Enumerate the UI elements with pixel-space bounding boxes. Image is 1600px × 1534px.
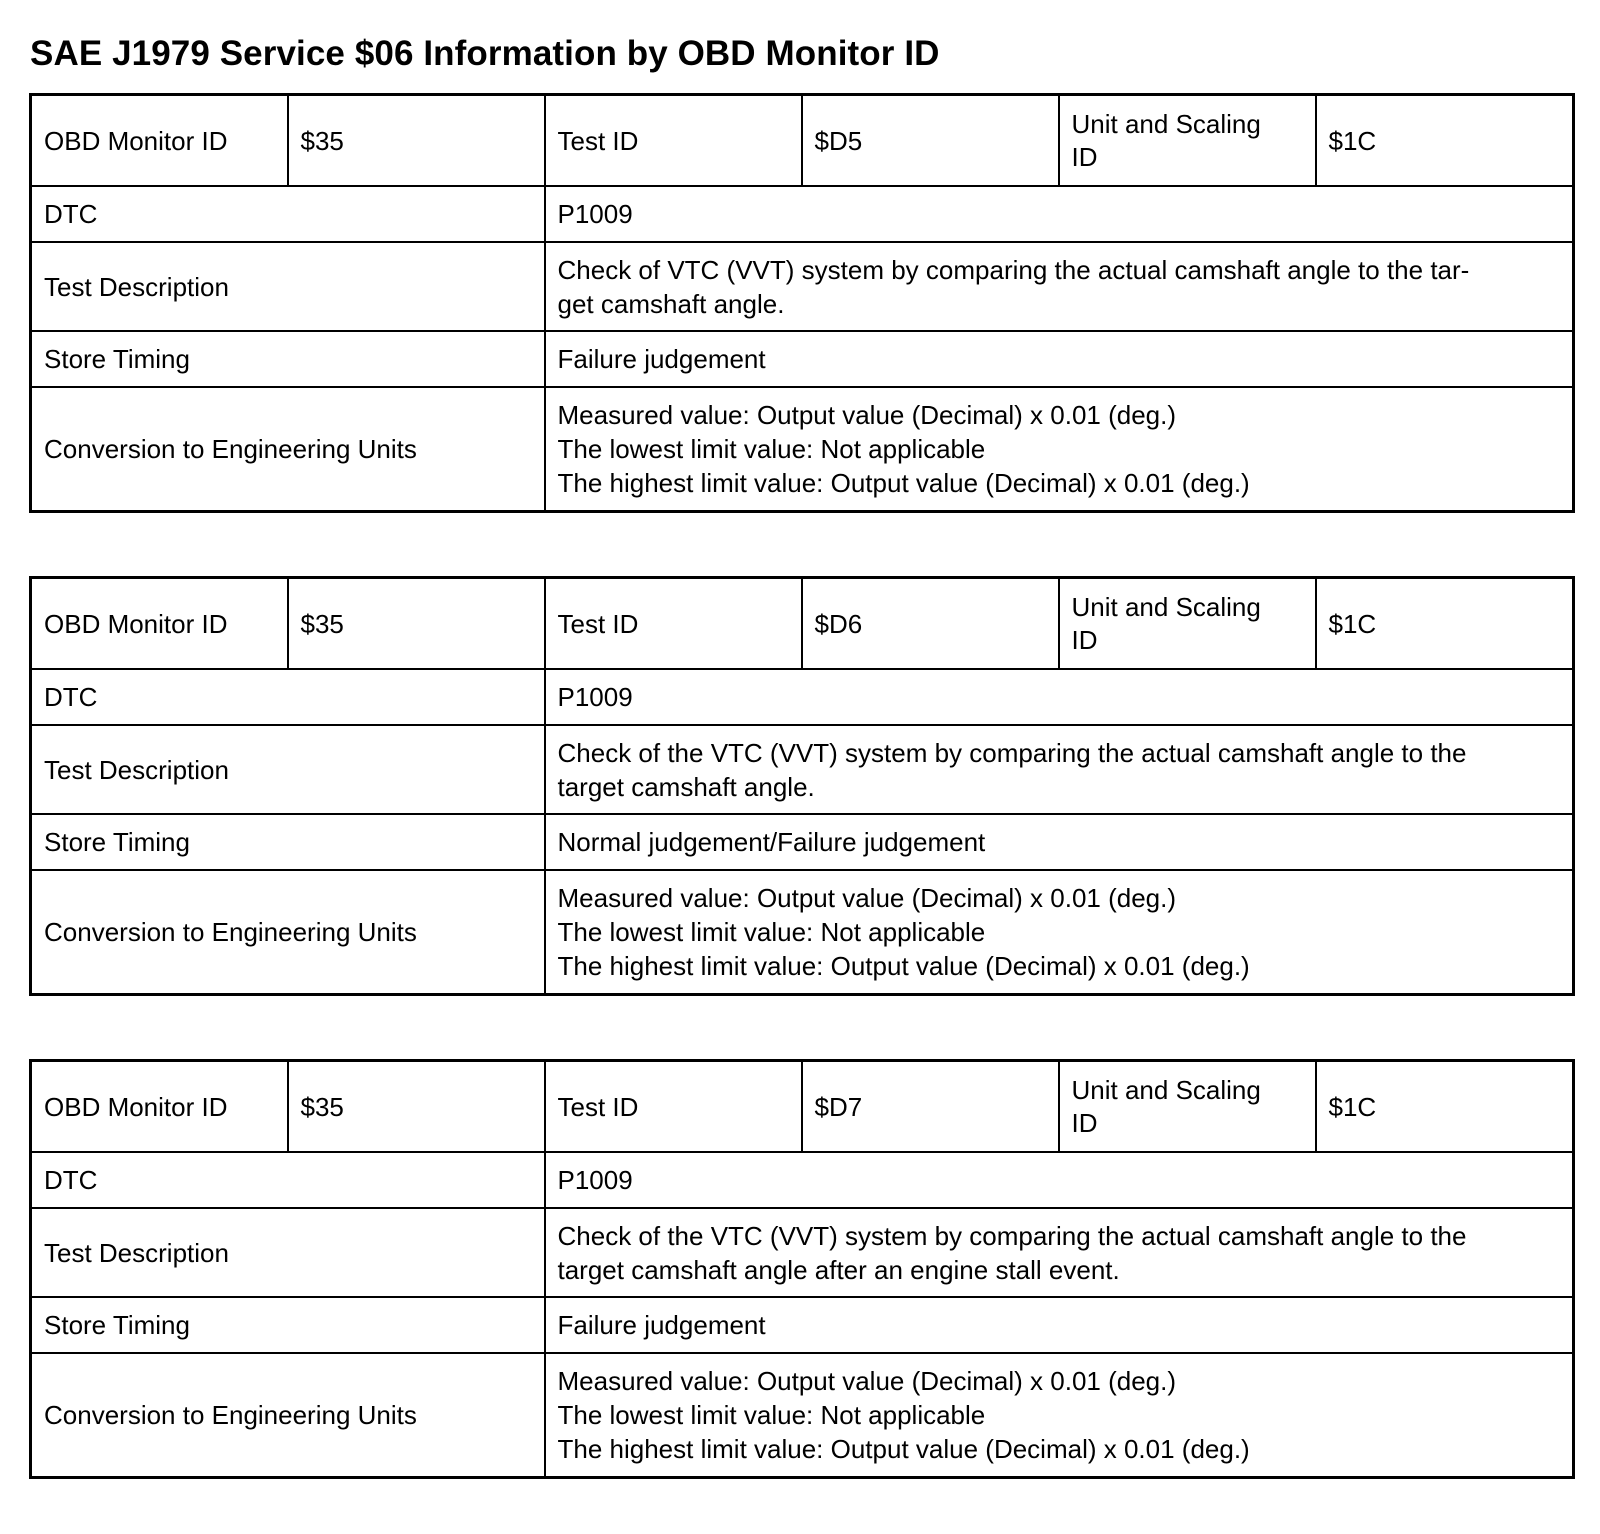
table-row xyxy=(31,1353,1574,1478)
table-row xyxy=(31,1208,1574,1297)
table-row xyxy=(31,1297,1574,1353)
conversion-label: Conversion to Engineering Units xyxy=(31,1353,545,1478)
obd-monitor-id-label: OBD Monitor ID xyxy=(31,578,288,670)
dtc-value: P1009 xyxy=(545,1152,1574,1208)
store-timing-value: Failure judgement xyxy=(545,331,1574,387)
page-title: SAE J1979 Service $06 Information by OBD Monitor ID xyxy=(30,34,940,73)
store-timing-value: Failure judgement xyxy=(545,1297,1574,1353)
test-id-label: Test ID xyxy=(545,95,802,187)
store-timing-label: Store Timing xyxy=(31,1297,545,1353)
test-description-value: Check of the VTC (VVT) system by comparing the actual camshaft angle to the target camshaft angle. xyxy=(545,725,1574,814)
conversion-value: Measured value: Output value (Decimal) x 0.01 (deg.) The lowest limit value: Not applicable The highest limit value: Output value (Decimal) x 0.01 (deg.) xyxy=(545,1353,1574,1478)
test-description-value: Check of VTC (VVT) system by comparing the actual camshaft angle to the tar- get camshaft angle. xyxy=(545,242,1574,331)
unit-scaling-id-value: $1C xyxy=(1316,1061,1574,1153)
test-id-value: $D5 xyxy=(802,95,1059,187)
obd-monitor-id-label: OBD Monitor ID xyxy=(31,1061,288,1153)
test-id-label: Test ID xyxy=(545,1061,802,1153)
dtc-label: DTC xyxy=(31,1152,545,1208)
test-id-value: $D6 xyxy=(802,578,1059,670)
store-timing-label: Store Timing xyxy=(31,331,545,387)
dtc-value: P1009 xyxy=(545,669,1574,725)
unit-scaling-id-value: $1C xyxy=(1316,578,1574,670)
dtc-label: DTC xyxy=(31,186,545,242)
monitor-table-d6 xyxy=(29,576,1575,996)
unit-scaling-id-label: Unit and Scaling ID xyxy=(1059,578,1316,670)
table-row xyxy=(31,578,1574,670)
table-row xyxy=(31,1152,1574,1208)
table-row xyxy=(31,870,1574,995)
test-id-label: Test ID xyxy=(545,578,802,670)
obd-monitor-id-value: $35 xyxy=(288,578,545,670)
table-row xyxy=(31,242,1574,331)
table-row xyxy=(31,814,1574,870)
test-description-label: Test Description xyxy=(31,242,545,331)
obd-monitor-id-label: OBD Monitor ID xyxy=(31,95,288,187)
store-timing-label: Store Timing xyxy=(31,814,545,870)
monitor-table-d7 xyxy=(29,1059,1575,1479)
unit-scaling-id-label: Unit and Scaling ID xyxy=(1059,1061,1316,1153)
conversion-label: Conversion to Engineering Units xyxy=(31,870,545,995)
obd-monitor-id-value: $35 xyxy=(288,1061,545,1153)
dtc-label: DTC xyxy=(31,669,545,725)
unit-scaling-id-value: $1C xyxy=(1316,95,1574,187)
test-description-value: Check of the VTC (VVT) system by comparing the actual camshaft angle to the target camshaft angle after an engine stall event. xyxy=(545,1208,1574,1297)
store-timing-value: Normal judgement/Failure judgement xyxy=(545,814,1574,870)
table-row xyxy=(31,186,1574,242)
table-row xyxy=(31,387,1574,512)
obd-monitor-id-value: $35 xyxy=(288,95,545,187)
dtc-value: P1009 xyxy=(545,186,1574,242)
monitor-table-d5 xyxy=(29,93,1575,513)
test-id-value: $D7 xyxy=(802,1061,1059,1153)
conversion-value: Measured value: Output value (Decimal) x 0.01 (deg.) The lowest limit value: Not applicable The highest limit value: Output value (Decimal) x 0.01 (deg.) xyxy=(545,870,1574,995)
conversion-label: Conversion to Engineering Units xyxy=(31,387,545,512)
conversion-value: Measured value: Output value (Decimal) x 0.01 (deg.) The lowest limit value: Not applicable The highest limit value: Output value (Decimal) x 0.01 (deg.) xyxy=(545,387,1574,512)
table-row xyxy=(31,331,1574,387)
table-row xyxy=(31,725,1574,814)
test-description-label: Test Description xyxy=(31,725,545,814)
table-row xyxy=(31,669,1574,725)
unit-scaling-id-label: Unit and Scaling ID xyxy=(1059,95,1316,187)
table-row xyxy=(31,95,1574,187)
table-row xyxy=(31,1061,1574,1153)
test-description-label: Test Description xyxy=(31,1208,545,1297)
